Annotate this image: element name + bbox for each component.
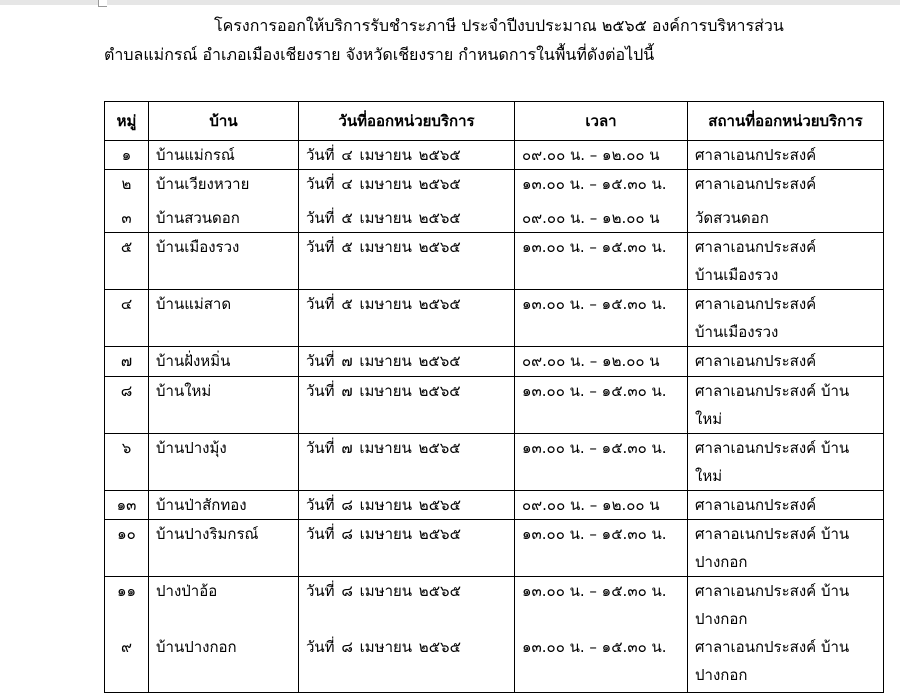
col-header-village: บ้าน	[149, 102, 299, 141]
cell-line: ๑๓.๐๐ น. – ๑๕.๓๐ น.	[522, 175, 667, 193]
cell-line: ปางกอก	[695, 666, 748, 684]
cell-line: ปางกอก	[695, 553, 748, 571]
table-row	[105, 233, 884, 290]
cell-line: ศาลาเอนกประสงค์	[695, 175, 817, 193]
cell-moo: ๖	[105, 434, 149, 491]
cell-line: บ้านปางกอก	[156, 638, 237, 656]
cell-place	[688, 577, 884, 693]
col-header-moo: หมู่	[105, 102, 149, 141]
cell-line: บ้านเมืองรวง	[695, 266, 779, 284]
cell-time: ๐๙.๐๐ น. – ๑๒.๐๐ น	[515, 491, 688, 520]
margin-corner-mark	[98, 0, 107, 7]
cell-line: ๒	[121, 175, 132, 193]
cell-time: ๑๓.๐๐ น. – ๑๕.๓๐ น.	[515, 520, 688, 577]
cell-line: ปางป่าอ้อ	[156, 582, 218, 600]
cell-line: ปางกอก	[695, 610, 748, 628]
cell-line: ๑๓.๐๐ น. – ๑๕.๓๐ น.	[522, 638, 667, 656]
cell-line: ๓	[121, 209, 132, 227]
cell-moo: ๘	[105, 377, 149, 434]
cell-moo: ๗	[105, 347, 149, 377]
cell-date	[299, 170, 515, 233]
cell-village: บ้านเมืองรวง	[149, 233, 299, 290]
table-row	[105, 434, 884, 491]
cell-line: วันที่ ๘ เมษายน ๒๕๖๕	[306, 582, 461, 600]
table-row	[105, 141, 884, 170]
cell-line: ศาลาเอนกประสงค์	[695, 238, 817, 256]
cell-moo: ๑	[105, 141, 149, 170]
cell-line: บ้านเมืองรวง	[695, 323, 779, 341]
cell-time: ๑๓.๐๐ น. – ๑๕.๓๐ น.	[515, 377, 688, 434]
intro-line-2: ตำบลแม่กรณ์ อำเภอเมืองเชียงราย จังหวัดเชียงราย กำหนดการในพื้นที่ดังต่อไปนี้	[104, 45, 655, 64]
cell-line: บ้านสวนดอก	[156, 209, 240, 227]
cell-village	[149, 170, 299, 233]
cell-moo	[105, 170, 149, 233]
cell-time: ๐๙.๐๐ น. – ๑๒.๐๐ น	[515, 347, 688, 377]
cell-line: วัดสวนดอก	[695, 209, 769, 227]
cell-place	[688, 434, 884, 491]
cell-village: บ้านใหม่	[149, 377, 299, 434]
cell-village: บ้านฝั่งหมิ่น	[149, 347, 299, 377]
cell-village: บ้านปางริมกรณ์	[149, 520, 299, 577]
cell-place: ศาลาเอนกประสงค์	[688, 347, 884, 377]
table-row	[105, 170, 884, 233]
cell-time	[515, 577, 688, 693]
table-row	[105, 577, 884, 693]
cell-line: วันที่ ๕ เมษายน ๒๕๖๕	[306, 209, 461, 227]
intro-line-1: โครงการออกให้บริการรับชำระภาษี ประจำปีงบประมาณ ๒๕๖๕ องค์การบริหารส่วน	[214, 16, 784, 35]
cell-time	[515, 170, 688, 233]
cell-line: ศาลาเอนกประสงค์ บ้าน	[695, 382, 850, 400]
cell-place	[688, 170, 884, 233]
cell-date: วันที่ ๘ เมษายน ๒๕๖๕	[299, 520, 515, 577]
cell-line: ศาลาอเนกประสงค์ บ้าน	[695, 525, 850, 543]
cell-time: ๑๓.๐๐ น. – ๑๕.๓๐ น.	[515, 233, 688, 290]
cell-village: บ้านป่าสักทอง	[149, 491, 299, 520]
col-header-time: เวลา	[515, 102, 688, 141]
cell-place	[688, 520, 884, 577]
cell-line: ๑๑	[116, 582, 137, 600]
cell-moo: ๔	[105, 290, 149, 347]
cell-line: ศาลาเอนกประสงค์ บ้าน	[695, 439, 850, 457]
cell-line: ๙	[121, 638, 132, 656]
cell-line: ใหม่	[695, 410, 723, 428]
cell-time: ๑๓.๐๐ น. – ๑๕.๓๐ น.	[515, 290, 688, 347]
cell-village	[149, 577, 299, 693]
table-row	[105, 290, 884, 347]
table-header-row	[105, 102, 884, 141]
cell-date: วันที่ ๕ เมษายน ๒๕๖๕	[299, 233, 515, 290]
cell-line: ศาลาเอนกประสงค์ บ้าน	[695, 582, 850, 600]
cell-line: ๐๙.๐๐ น. – ๑๒.๐๐ น	[522, 209, 660, 227]
cell-place	[688, 290, 884, 347]
page-top-edge	[0, 0, 900, 5]
cell-line: วันที่ ๘ เมษายน ๒๕๖๕	[306, 638, 461, 656]
cell-moo	[105, 577, 149, 693]
cell-date: วันที่ ๔ เมษายน ๒๕๖๕	[299, 141, 515, 170]
cell-date: วันที่ ๘ เมษายน ๒๕๖๕	[299, 491, 515, 520]
cell-moo: ๑๓	[105, 491, 149, 520]
table-row	[105, 347, 884, 377]
cell-date: วันที่ ๗ เมษายน ๒๕๖๕	[299, 434, 515, 491]
cell-line: บ้านเวียงหวาย	[156, 175, 250, 193]
cell-village: บ้านแม่สาด	[149, 290, 299, 347]
schedule-table	[104, 101, 884, 693]
cell-line: วันที่ ๔ เมษายน ๒๕๖๕	[306, 175, 461, 193]
cell-place	[688, 233, 884, 290]
cell-village: บ้านแม่กรณ์	[149, 141, 299, 170]
cell-moo: ๕	[105, 233, 149, 290]
cell-date: วันที่ ๕ เมษายน ๒๕๖๕	[299, 290, 515, 347]
table-row	[105, 520, 884, 577]
col-header-place: สถานที่ออกหน่วยบริการ	[688, 102, 884, 141]
cell-place: ศาลาเอนกประสงค์	[688, 141, 884, 170]
cell-line: ๑๓.๐๐ น. – ๑๕.๓๐ น.	[522, 582, 667, 600]
table-row	[105, 491, 884, 520]
cell-date: วันที่ ๗ เมษายน ๒๕๖๕	[299, 347, 515, 377]
cell-moo: ๑๐	[105, 520, 149, 577]
cell-line: ใหม่	[695, 467, 723, 485]
cell-date: วันที่ ๗ เมษายน ๒๕๖๕	[299, 377, 515, 434]
cell-time: ๐๙.๐๐ น. – ๑๒.๐๐ น	[515, 141, 688, 170]
cell-village: บ้านปางมุ้ง	[149, 434, 299, 491]
cell-time: ๑๓.๐๐ น. – ๑๕.๓๐ น.	[515, 434, 688, 491]
cell-date	[299, 577, 515, 693]
col-header-date: วันที่ออกหน่วยบริการ	[299, 102, 515, 141]
cell-place: ศาลาเอนกประสงค์	[688, 491, 884, 520]
table-row	[105, 377, 884, 434]
cell-place	[688, 377, 884, 434]
cell-line: ศาลาเอนกประสงค์	[695, 295, 817, 313]
cell-line: ศาลาเอนกประสงค์ บ้าน	[695, 638, 850, 656]
